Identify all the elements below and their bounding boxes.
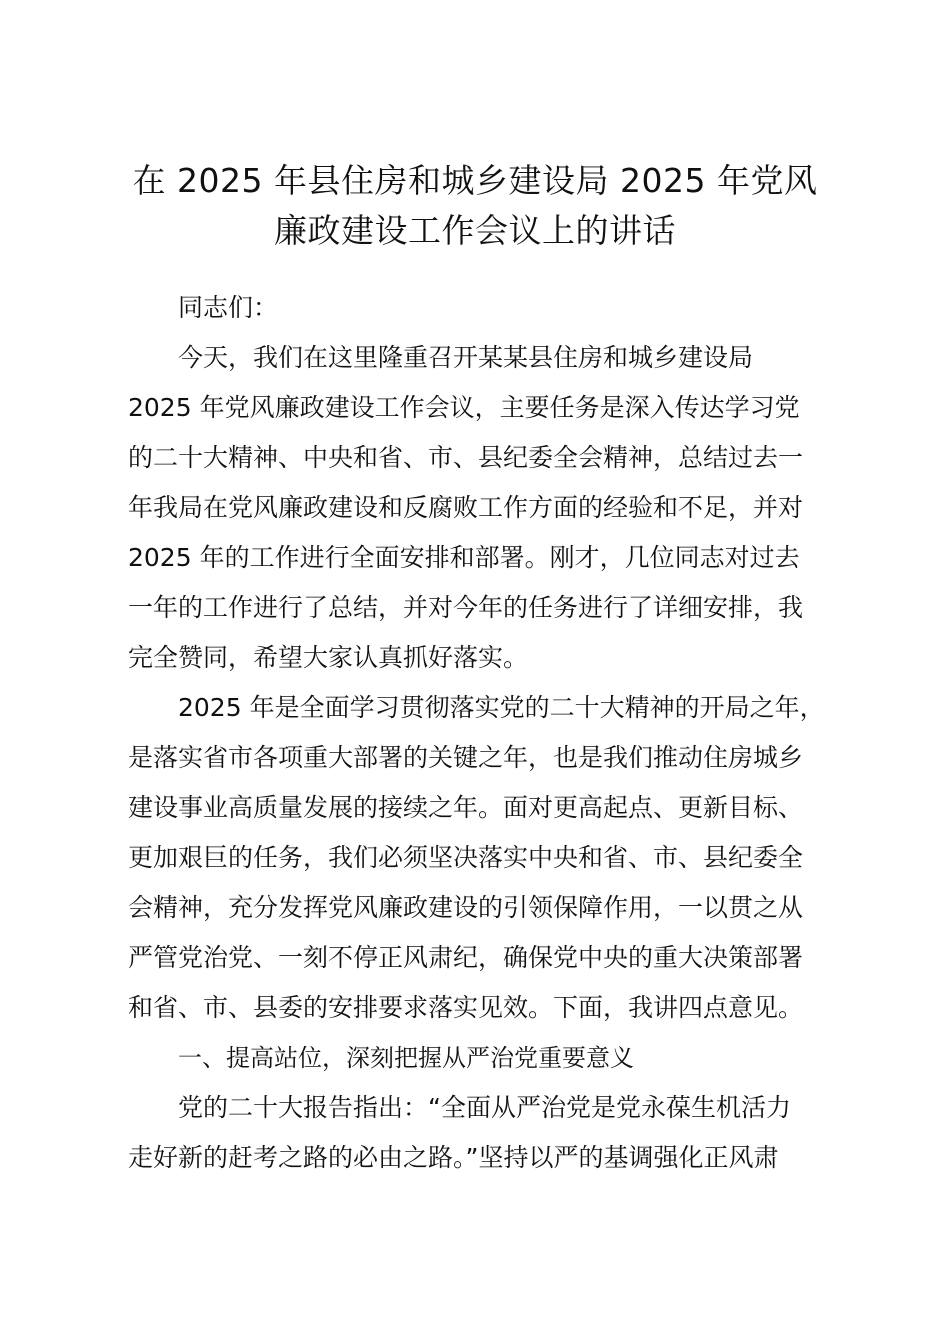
paragraph-line: 走好新的赶考之路的必由之路。”坚持以严的基调强化正风肃	[128, 1143, 779, 1172]
paragraph-line: 党的二十大报告指出：“全面从严治党是党永葆生机活力	[178, 1093, 791, 1122]
paragraph-section-1	[128, 1083, 838, 1183]
paragraph-line: 2025 年的工作进行全面安排和部署。刚才，几位同志对过去	[128, 543, 800, 572]
title-line-1: 在 2025 年县住房和城乡建设局 2025 年党风	[132, 161, 818, 200]
paragraph-line: 完全赞同，希望大家认真抓好落实。	[128, 643, 529, 672]
document-body	[128, 283, 838, 1183]
paragraph-line: 严管党治党、一刻不停正风肃纪，确保党中央的重大决策部署	[128, 943, 804, 972]
paragraph-line: 会精神，充分发挥党风廉政建设的引领保障作用，一以贯之从	[128, 893, 804, 922]
section-heading-1: 一、提高站位，深刻把握从严治党重要意义	[178, 1044, 634, 1072]
paragraph-context	[128, 683, 838, 1033]
paragraph-line: 一年的工作进行了总结，并对今年的任务进行了详细安排，我	[128, 593, 804, 622]
paragraph-line: 建设事业高质量发展的接续之年。面对更高起点、更新目标、	[128, 793, 804, 822]
title-line-2: 廉政建设工作会议上的讲话	[274, 211, 676, 250]
paragraph-line: 2025 年是全面学习贯彻落实党的二十大精神的开局之年，	[178, 693, 825, 722]
document-title	[110, 156, 840, 256]
paragraph-line: 的二十大精神、中央和省、市、县纪委全会精神，总结过去一	[128, 443, 804, 472]
paragraph-line: 是落实省市各项重大部署的关键之年，也是我们推动住房城乡	[128, 743, 804, 772]
paragraph-line: 更加艰巨的任务，我们必须坚决落实中央和省、市、县纪委全	[128, 843, 804, 872]
paragraph-opening	[128, 333, 838, 683]
paragraph-line: 2025 年党风廉政建设工作会议，主要任务是深入传达学习党	[128, 393, 800, 422]
paragraph-line: 和省、市、县委的安排要求落实见效。下面，我讲四点意见。	[128, 993, 804, 1022]
paragraph-line: 年我局在党风廉政建设和反腐败工作方面的经验和不足，并对	[128, 493, 804, 522]
paragraph-line: 今天，我们在这里隆重召开某某县住房和城乡建设局	[178, 343, 754, 372]
salutation: 同志们：	[178, 293, 279, 322]
